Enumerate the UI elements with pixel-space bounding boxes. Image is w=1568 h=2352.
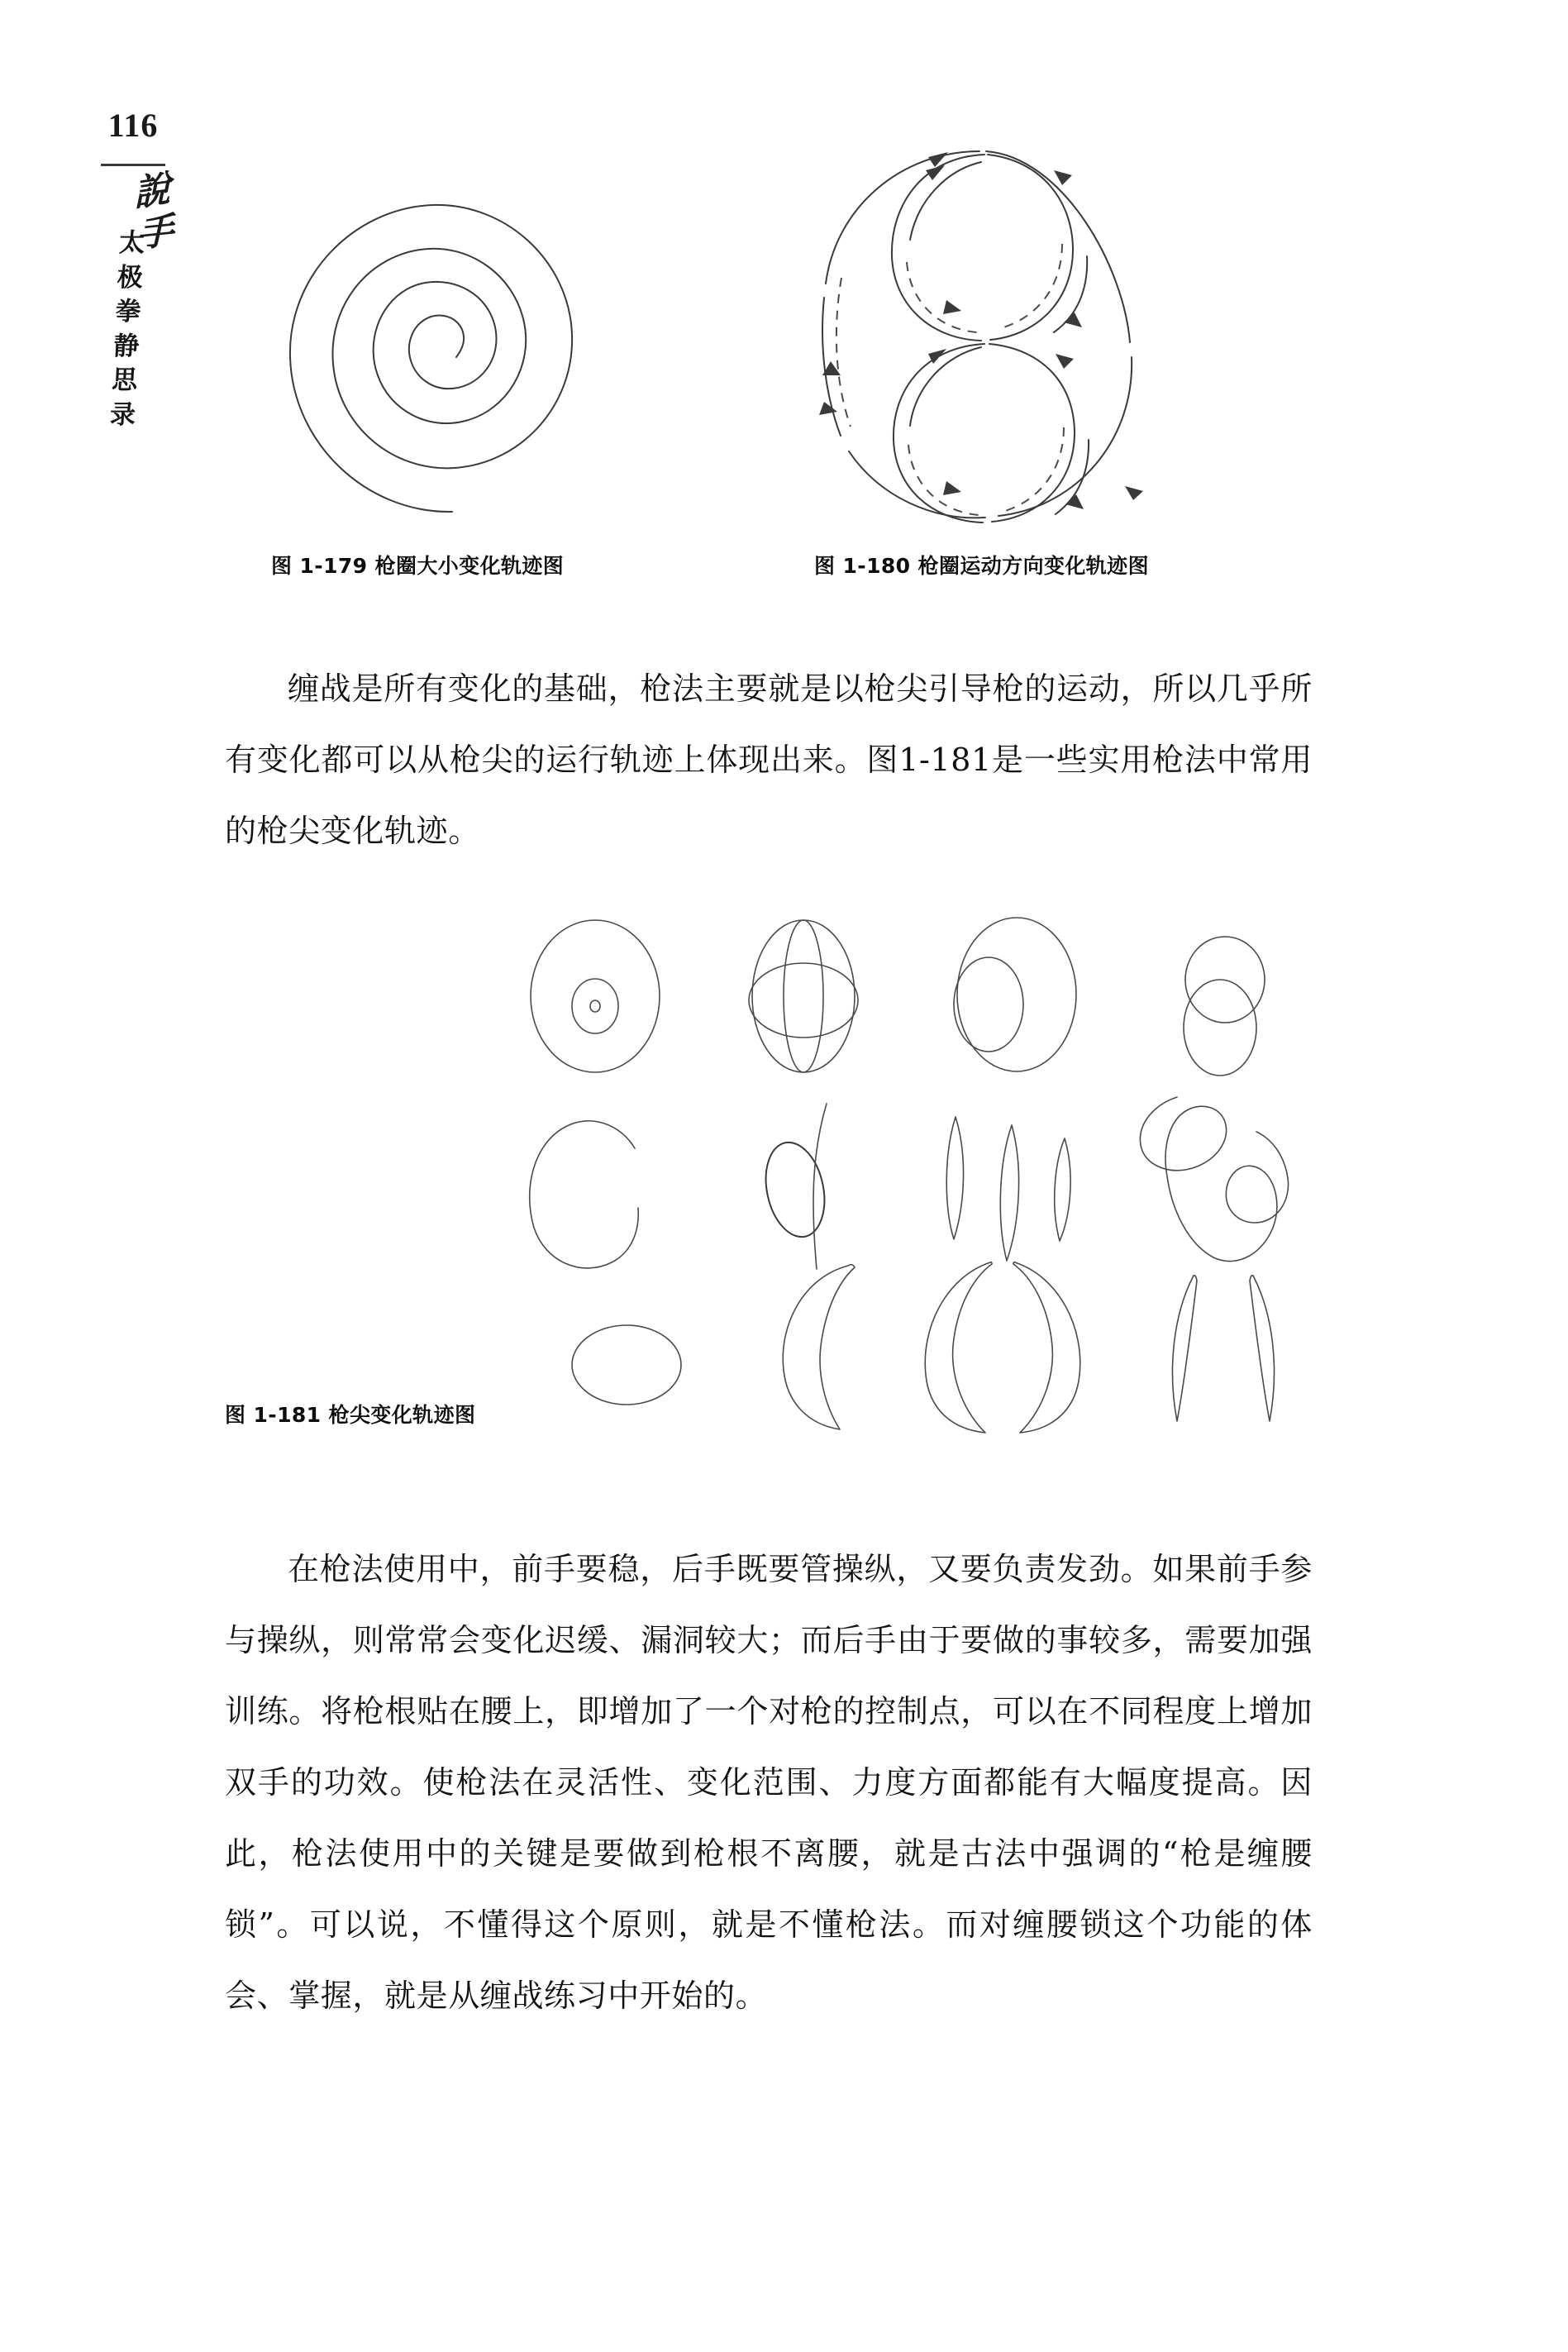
page-number: 116: [107, 107, 159, 144]
thin-arcs-svg: [1149, 1271, 1298, 1436]
grid-cell-r2c1: [514, 1105, 679, 1271]
arrowhead-lower-outer-bottom: [1065, 494, 1084, 509]
arrowhead-upper-right: [1054, 170, 1072, 185]
small-ellipse: [954, 957, 1023, 1052]
body-paragraph-2: 在枪法使用中，前手要稳，后手既要管操纵，又要负责发劲。如果前手参与操纵，则常常会变化迟缓、漏洞较大；而后手由于要做的事较多，需要加强训练。将枪根贴在腰上，即增加了一个对枪的控制点，可以在不同程度上增加双手的功效。使枪法在灵活性、变化范围、力度方面都能有大幅度提高。因此，枪法使用中的关键是要做到枪根不离腰，就是古法中强调的“枪是缠腰锁”。可以说，不懂得这个原则，就是不懂枪法。而对缠腰锁这个功能的体会、掌握，就是从缠战练习中开始的。: [225, 1551, 1313, 2014]
thin-arc-left: [1172, 1276, 1197, 1421]
book-title-script-char-1: 說: [133, 167, 171, 216]
grid-cell-r1c3: [929, 914, 1094, 1079]
arrowhead-lower-circle-right: [1056, 354, 1074, 369]
three-petals-svg: [926, 1112, 1116, 1277]
grid-cell-r2c2: [741, 1097, 873, 1279]
outer-circle-dashed-left: [836, 278, 851, 427]
petal-1: [946, 1117, 963, 1239]
crescent-svg: [769, 1261, 884, 1434]
crescent-path: [783, 1265, 855, 1429]
overlapping-circles-svg: [1149, 928, 1298, 1085]
flat-ellipse-svg: [560, 1310, 693, 1418]
loop-with-line-svg: [741, 1097, 873, 1279]
book-title-script-char-2: 手: [136, 209, 174, 256]
sphere-outline: [752, 920, 855, 1072]
open-circle-path: [530, 1121, 639, 1268]
spiral-path: [290, 205, 572, 512]
outer-circle-arc-upper-right: [986, 151, 1130, 342]
grid-cell-r3c1: [560, 1310, 693, 1418]
tilted-loop: [758, 1137, 833, 1243]
upper-circle-arc-right: [988, 155, 1073, 340]
sphere-meridian-inner: [784, 920, 823, 1072]
upper-circle-dashed-right: [998, 244, 1062, 329]
looped-scribble-svg: [1131, 1090, 1321, 1289]
right-crescent: [1013, 1262, 1080, 1433]
outer-circle-arc-right: [998, 357, 1132, 516]
body-paragraph-1-container: [225, 653, 1313, 866]
scribble-main-path: [1140, 1097, 1288, 1262]
figure-1-179-caption: 图 1-179 枪圈大小变化轨迹图: [271, 554, 565, 578]
grid-cell-r1c4: [1149, 928, 1298, 1085]
grid-cell-r1c1: [512, 914, 678, 1079]
figure-1-181-grid: [496, 914, 1372, 1410]
body-paragraph-2-container: [225, 1534, 1313, 2031]
sphere-wireframe-svg: [721, 914, 886, 1079]
arrowhead-outer-top: [928, 152, 948, 167]
thin-arc-right: [1250, 1276, 1275, 1421]
petal-3: [1055, 1138, 1070, 1241]
figure-row-top: [0, 124, 1568, 529]
arrowhead-lower-inner-bottom: [943, 481, 961, 495]
grid-cell-r3c2: [769, 1261, 884, 1434]
figure-1-181-caption: 图 1-181 枪尖变化轨迹图: [225, 1403, 476, 1427]
vertical-sweep-line: [813, 1104, 827, 1269]
arrowhead-upper-outer-bottom: [1064, 312, 1082, 327]
sphere-equator: [749, 963, 858, 1038]
double-crescent-svg: [909, 1259, 1099, 1437]
arrowhead-lower-left: [819, 402, 837, 415]
outer-sweep-lower-left: [910, 347, 981, 426]
concentric-circles-svg: [512, 914, 678, 1079]
middle-ellipse: [572, 979, 618, 1033]
grid-cell-r1c2: [721, 914, 886, 1079]
upper-circle-dashed: [907, 262, 977, 332]
grid-cell-r3c4: [1149, 1271, 1298, 1436]
outer-sweep-upper-left: [910, 162, 981, 240]
figure-1-179-spiral: [265, 132, 636, 521]
grid-cell-r2c3: [926, 1112, 1116, 1277]
arrowhead-upper-inner-bottom: [943, 300, 961, 314]
arrowhead-upper-left: [926, 165, 945, 180]
lower-circle-dashed: [908, 445, 979, 515]
arrowhead-outer-bottom-right: [1125, 486, 1143, 500]
grid-cell-r3c3: [909, 1259, 1099, 1437]
upper-circle-arc: [892, 155, 984, 341]
flat-ellipse: [572, 1325, 681, 1405]
outer-ellipse: [531, 920, 660, 1072]
inner-dot-ellipse: [590, 1000, 600, 1012]
figure-1-180-caption: 图 1-180 枪圈运动方向变化轨迹图: [814, 554, 1149, 578]
book-title-main: 太 极 拳 静 思 录: [109, 228, 145, 430]
figure-1-180-direction: [789, 124, 1153, 529]
lower-circle-arc-right: [989, 344, 1075, 522]
offset-circles-svg: [929, 914, 1094, 1079]
petal-2: [1000, 1125, 1018, 1261]
left-crescent: [925, 1262, 992, 1433]
lower-circle-dashed-right: [999, 427, 1064, 513]
lower-overlap-ellipse: [1184, 980, 1256, 1076]
open-circle-svg: [514, 1105, 679, 1271]
grid-cell-r2c4: [1131, 1090, 1321, 1289]
body-paragraph-1: 缠战是所有变化的基础，枪法主要就是以枪尖引导枪的运动，所以几乎所有变化都可以从枪尖的运行轨迹上体现出来。图1-181是一些实用枪法中常用的枪尖变化轨迹。: [225, 670, 1313, 849]
spiral-svg: [265, 132, 636, 521]
direction-diagram-svg: [789, 124, 1153, 529]
outer-circle-arc-bottom: [849, 451, 985, 518]
